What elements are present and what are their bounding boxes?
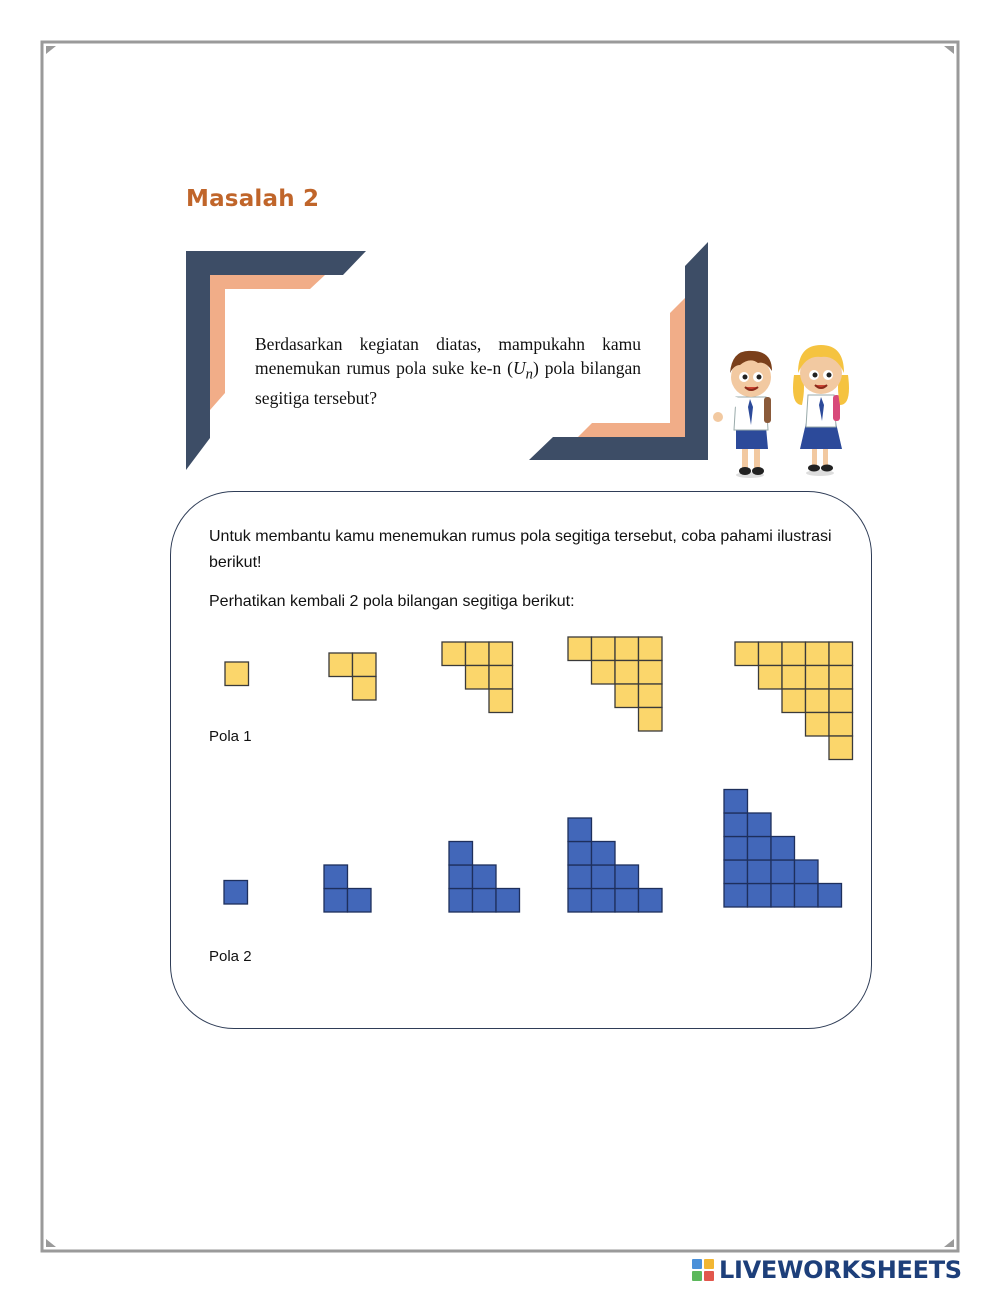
pola1-term5-square: [806, 713, 830, 737]
pola1-term4-square: [639, 708, 663, 732]
pola2-term1-square: [224, 881, 248, 905]
pola1-term5-square: [806, 642, 830, 666]
instruction-line-1: Untuk membantu kamu menemukan rumus pola segitiga tersebut, coba pahami ilustrasi berikut!: [209, 528, 832, 571]
pola1-term4-square: [639, 637, 663, 661]
pola2-term4-square: [568, 889, 592, 913]
pola2-term5-square: [818, 884, 842, 908]
pola1-term2-square: [353, 677, 377, 701]
instruction-line-2: Perhatikan kembali 2 pola bilangan segitiga berikut:: [209, 593, 575, 610]
pola2-term5-square: [724, 813, 748, 837]
pola1-term2-square: [353, 653, 377, 677]
pola1-term3-square: [489, 689, 513, 713]
pola2-term4-square: [568, 842, 592, 866]
pola2-term5-square: [748, 813, 772, 837]
pola1-term3-square: [489, 642, 513, 666]
pola2-term3-square: [449, 865, 473, 889]
math-base: U: [513, 357, 526, 378]
pola2-term4-square: [592, 889, 616, 913]
pola1-term5-square: [782, 642, 806, 666]
pola1-term5-square: [759, 666, 783, 690]
pola1-term3-square: [442, 642, 466, 666]
pola1-term4-square: [592, 637, 616, 661]
pola2-term2-square: [324, 889, 348, 913]
pola2-term5-square: [724, 860, 748, 884]
pola2-term3-square: [449, 842, 473, 866]
pola1-term4-square: [592, 661, 616, 685]
pola2-term5-square: [771, 884, 795, 908]
pola2-term4-square: [568, 865, 592, 889]
problem-text-after: ) pola bilangan segitiga tersebut?: [255, 357, 642, 408]
pola2-term4-square: [592, 842, 616, 866]
pola2-term5-square: [724, 884, 748, 908]
brand-name: LIVEWORKSHEETS: [719, 1256, 962, 1284]
pola1-term4-square: [615, 661, 639, 685]
pola2-term5-square: [795, 860, 819, 884]
pola2-term2-square: [324, 865, 348, 889]
pola1-term5-square: [829, 642, 853, 666]
pola1-term5-square: [735, 642, 759, 666]
pola1-term4-square: [639, 661, 663, 685]
pola1-term2-square: [329, 653, 353, 677]
pola2-term3-square: [473, 865, 497, 889]
pola1-term5-square: [759, 642, 783, 666]
pola2-term4-square: [615, 865, 639, 889]
pola2-term5-square: [724, 837, 748, 861]
pola1-term5-square: [829, 736, 853, 760]
pola1-term4-square: [615, 684, 639, 708]
pola2-term3-square: [449, 889, 473, 913]
pola-2-label: Pola 2: [209, 948, 252, 965]
pola-1-label: Pola 1: [209, 728, 252, 745]
pola2-term3-square: [473, 889, 497, 913]
problem-text-before: Berdasarkan kegiatan diatas, mampukahn kamu menemukan rumus pola suke ke-n (: [255, 334, 641, 378]
liveworksheets-logo: [692, 1254, 962, 1286]
pola1-term5-square: [806, 689, 830, 713]
math-subscript: n: [525, 366, 533, 382]
pola1-term5-square: [782, 666, 806, 690]
page-title: Masalah 2: [186, 186, 320, 212]
pola1-term3-square: [466, 666, 490, 690]
pola2-term4-square: [639, 889, 663, 913]
pola2-term5-square: [795, 884, 819, 908]
pola1-term1-square: [225, 662, 249, 686]
pola2-term2-square: [348, 889, 372, 913]
pola2-term5-square: [724, 790, 748, 814]
pola1-term5-square: [829, 713, 853, 737]
pola2-term5-square: [748, 884, 772, 908]
pola1-term5-square: [829, 666, 853, 690]
pola2-term5-square: [771, 860, 795, 884]
pola2-term5-square: [771, 837, 795, 861]
pola2-term5-square: [748, 860, 772, 884]
pola1-term5-square: [829, 689, 853, 713]
pola2-term5-square: [748, 837, 772, 861]
pola1-term5-square: [806, 666, 830, 690]
pola1-term4-square: [568, 637, 592, 661]
pola1-term3-square: [489, 666, 513, 690]
pola2-term4-square: [592, 865, 616, 889]
pola2-term4-square: [568, 818, 592, 842]
pola1-term4-square: [639, 684, 663, 708]
pola1-term3-square: [466, 642, 490, 666]
pola1-term4-square: [615, 637, 639, 661]
pola2-term3-square: [496, 889, 520, 913]
pola1-term5-square: [782, 689, 806, 713]
brand-icon: [692, 1259, 714, 1281]
pola2-term4-square: [615, 889, 639, 913]
